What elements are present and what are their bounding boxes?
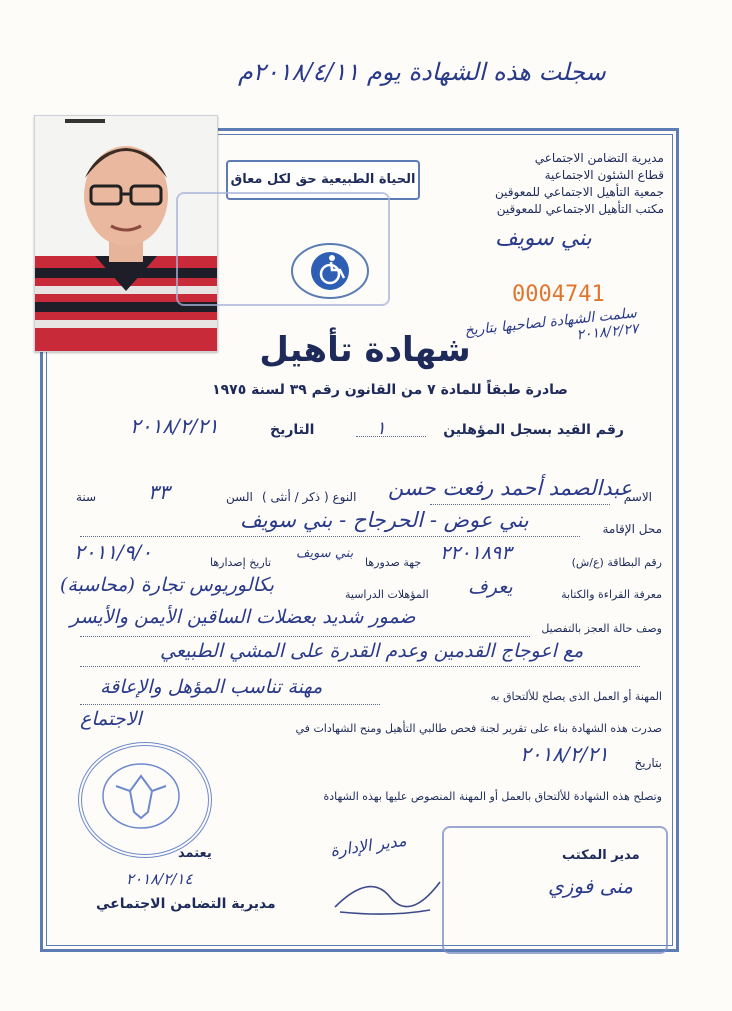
qualifications-value: بكالوريوس تجارة (محاسبة) [60,574,275,596]
delivery-note: سلمت الشهادة لصاحبها بتاريخ ٢٠١٨/٢/٢٧ [463,305,640,344]
id-label: رقم البطاقة (ع/ش) [571,556,662,569]
slogan-text: الحياة الطبيعية حق لكل معاق [230,172,416,187]
wheelchair-icon [290,242,370,300]
registry-date-label: التاريخ [270,422,315,438]
office-city: بني سويف [495,226,592,251]
disability-value-2: مع اعوجاج القدمين وعدم القدرة على المشي الطبيعي [160,640,584,662]
gender-label: النوع ( ذكر / أنثى ) [262,490,357,504]
issue-date-label: تاريخ إصدارها [210,556,272,569]
name-label: الاسم [623,490,652,504]
middle-signature: مدير الإدارة [329,830,408,861]
registry-value: ١ [376,418,386,439]
residence-dots [80,536,580,537]
registry-date-value: ٢٠١٨/٢/٢١ [130,414,219,438]
authority-line-2: قطاع الشئون الاجتماعية [544,168,664,182]
issued-date-label: بتاريخ [634,756,662,770]
id-value: ٢٢٠١٨٩٣ [440,542,512,564]
literacy-label: معرفة القراءة والكتابة [561,588,662,601]
authority-line-4: مكتب التأهيل الاجتماعي للمعوقين [496,202,664,216]
certificate-title: شهادة تأهيل [259,330,471,370]
approve-date: ٢٠١٨/٢/١٤ [126,870,193,888]
logo [290,242,370,300]
approve-org: مديرية التضامن الاجتماعي [96,896,276,912]
validity-text: وتصلح هذه الشهادة للألتحاق بالعمل أو المهنة المنصوص عليها بهذه الشهادة [323,790,662,803]
qualifications-label: المؤهلات الدراسية [345,588,429,601]
name-dots [430,504,610,505]
authority-line-1: مديرية التضامن الاجتماعي [534,151,664,165]
residence-value: بني عوض - الحرجاح - بني سويف [240,508,529,532]
issuing-authority [444,150,664,218]
manager-name: منى فوزي [548,874,633,898]
authority-line-3: جمعية التأهيل الاجتماعي للمعوقين [495,185,664,199]
literacy-value: يعرف [468,576,513,598]
job-value: مهنة تناسب المؤهل والإعاقة [100,676,323,698]
committee-value: الاجتماع [80,708,142,730]
registry-dots [356,436,426,437]
approve-label: يعتمد [178,846,212,861]
issuer-value: بني سويف [296,546,354,561]
disability-dots-2 [80,666,640,667]
signature-scribble-icon [330,862,450,922]
manager-label: مدير المكتب [562,848,640,863]
issued-date-value: ٢٠١٨/٢/٢١ [520,742,609,766]
issuer-label: جهة صدورها [365,556,422,569]
age-label: السن [226,490,253,504]
disability-dots-1 [80,636,530,637]
disability-label: وصف حالة العجز بالتفصيل [541,622,662,635]
committee-text: صدرت هذه الشهادة بناء على تقرير لجنة فحص طالبي التأهيل ومنح الشهادات في [295,722,662,735]
serial-number: 0004741 [512,282,605,307]
issue-date-value: ٢٠١١/٩/٠ [74,540,152,564]
round-seal [78,742,212,858]
name-value: عبدالصمد أحمد رفعت حسن [388,476,633,500]
law-reference: صادرة طبقاً للمادة ٧ من القانون رقم ٣٩ لسنة ١٩٧٥ [212,382,568,398]
age-unit: سنة [76,490,97,504]
job-dots [80,704,380,705]
age-value: ٣٣ [148,480,170,504]
job-label: المهنة أو العمل الذى يصلح للألتحاق به [490,690,662,703]
eagle-seal-icon [82,746,200,846]
registry-label: رقم القيد بسجل المؤهلين [443,422,624,438]
disability-value-1: ضمور شديد بعضلات الساقين الأيمن والأيسر [70,606,416,628]
residence-label: محل الإقامة [602,522,662,536]
top-handwritten-note: سجلت هذه الشهادة يوم ٢٠١٨/٤/١١م [238,58,606,86]
